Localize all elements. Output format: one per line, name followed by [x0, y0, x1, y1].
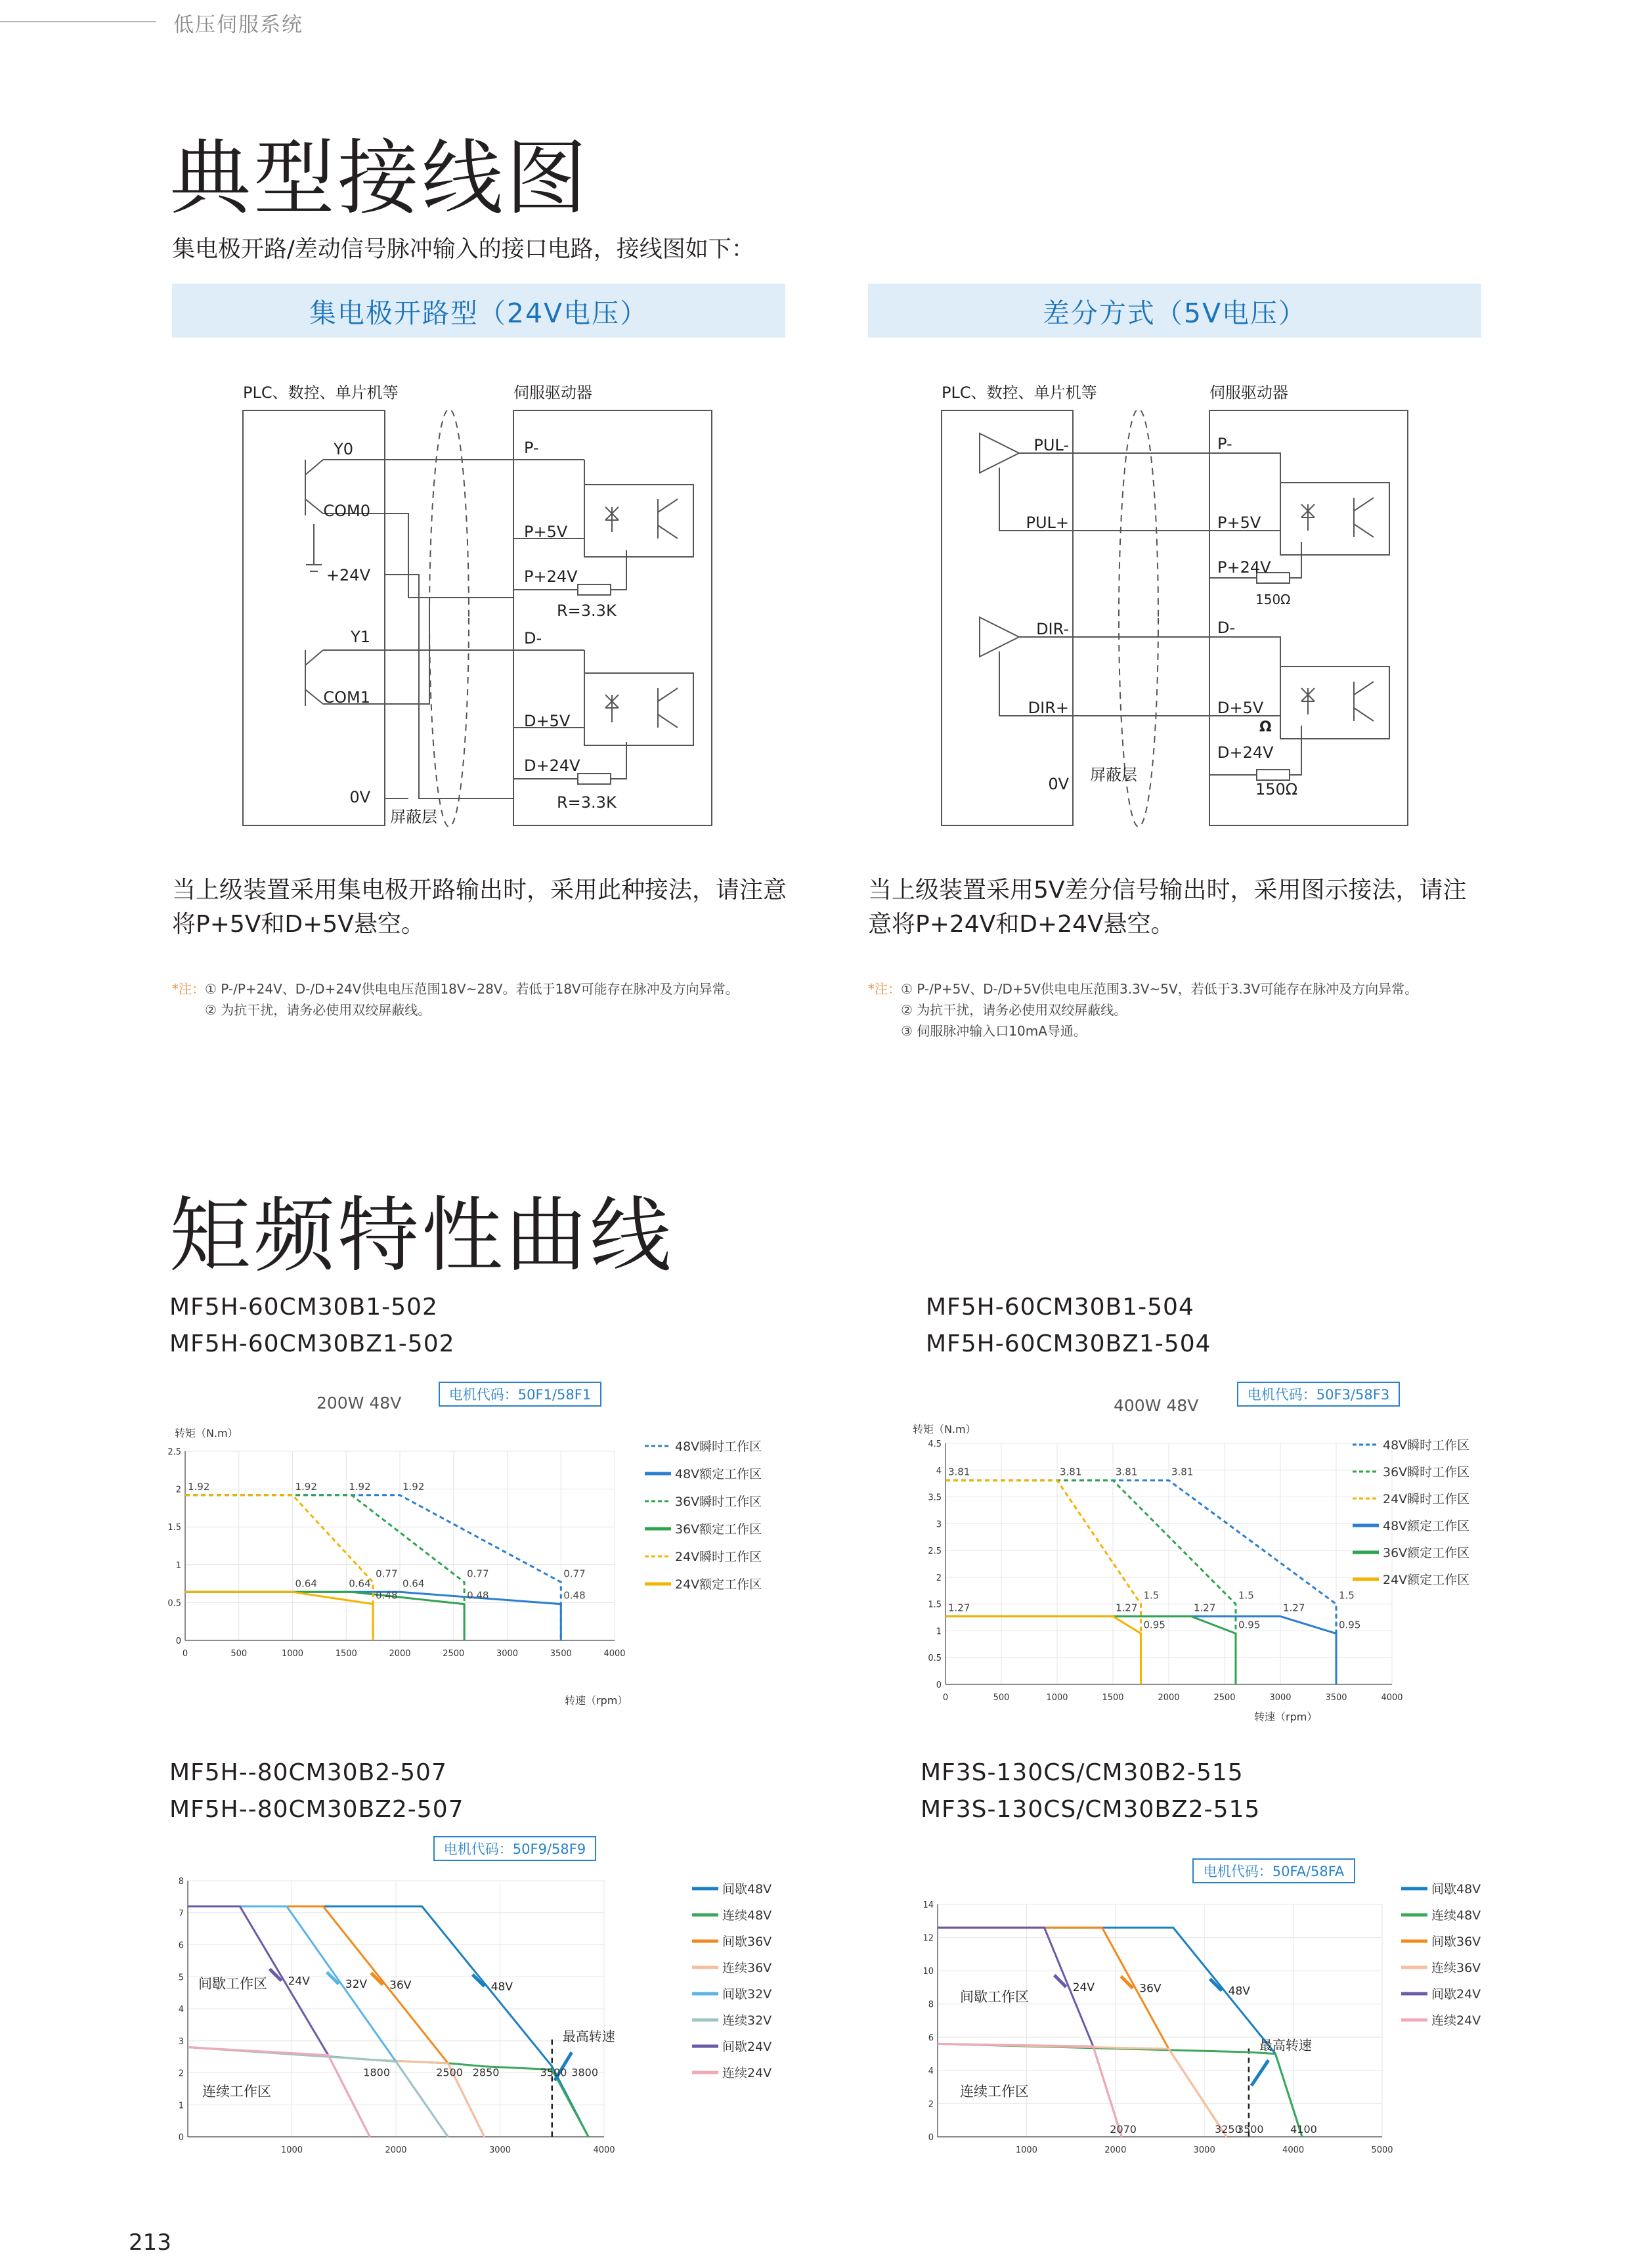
chart3-models: [169, 1755, 464, 1828]
left-notes: [172, 978, 789, 1020]
chart1-model-b: MF5H-60CM30BZ1-502: [169, 1330, 455, 1357]
x-tick-label: 500: [993, 1693, 1010, 1703]
legend-label: 间歇48V: [1431, 1882, 1481, 1896]
data-label: 0.77: [467, 1567, 489, 1580]
y-tick-label: 3.5: [928, 1493, 942, 1503]
y-tick-label: 1: [175, 1560, 181, 1571]
note-3: ③ 伺服脉冲输入口10mA导通。: [901, 1023, 1087, 1039]
y-tick-label: 4.5: [928, 1439, 942, 1449]
data-label: 0.48: [467, 1589, 489, 1602]
legend-label: 连续36V: [1431, 1961, 1481, 1975]
legend-label: 36V瞬时工作区: [675, 1495, 762, 1509]
pin-PUL-: PUL-: [1033, 436, 1069, 454]
chart2-model-b: MF5H-60CM30BZ1-504: [926, 1330, 1211, 1357]
chart4-model-a: MF3S-130CS/CM30B2-515: [921, 1759, 1244, 1786]
speed-label: 4100: [1290, 2123, 1317, 2136]
note-mark: *注：: [868, 981, 901, 997]
zone-intermittent: 间歇工作区: [198, 1976, 267, 1992]
pin-Y0: Y0: [334, 440, 353, 458]
y-tick-label: 6: [928, 2033, 934, 2044]
chart2-power: 400W 48V: [1114, 1396, 1199, 1415]
data-label: 1.27: [1283, 1602, 1305, 1614]
legend-label: 48V瞬时工作区: [1383, 1438, 1470, 1453]
pin-COM1: COM1: [323, 688, 370, 707]
voltage-label: 32V: [345, 1978, 368, 1992]
y-tick-label: 5: [178, 1973, 184, 1983]
data-label: 0.48: [563, 1589, 586, 1602]
y-tick-label: 2: [175, 1485, 181, 1495]
legend-label: 48V瞬时工作区: [675, 1439, 762, 1454]
voltage-label: 36V: [1139, 1982, 1162, 1996]
right-controller-label: PLC、数控、单片机等: [942, 383, 1097, 402]
legend-label: 间歇48V: [722, 1882, 772, 1896]
y-tick-label: 8: [178, 1877, 184, 1887]
y-tick-label: 0: [178, 2133, 184, 2143]
chart4-motor-code: 电机代码：50FA/58FA: [1192, 1858, 1355, 1883]
data-label: 1.92: [188, 1480, 210, 1493]
y-axis-label: 转矩（N.m）: [913, 1423, 976, 1435]
header-rule: [0, 21, 156, 22]
y-tick-label: 3: [936, 1520, 942, 1530]
pin-P-: P-: [524, 439, 539, 457]
pin-0V: 0V: [349, 788, 370, 806]
data-label: 1.5: [1238, 1589, 1254, 1602]
y-tick-label: 3: [178, 2036, 184, 2047]
left-diagram-tab: 集电极开路型（24V电压）: [172, 284, 785, 338]
x-tick-label: 3000: [496, 1649, 519, 1659]
x-axis-label: 转速（rpm）: [1254, 1711, 1318, 1723]
legend-label: 连续32V: [722, 2013, 772, 2028]
header-section: 低压伺服系统: [173, 13, 303, 37]
x-tick-label: 4000: [593, 2145, 615, 2155]
y-tick-label: 4: [936, 1466, 942, 1476]
wiring-title: 典型接线图: [169, 131, 590, 226]
note-1: ① P-/P+24V、D-/D+24V供电电压范围18V~28V。若低于18V可能存在脉冲及方向异常。: [205, 981, 739, 997]
x-tick-label: 1500: [1102, 1693, 1124, 1703]
legend-label: 连续24V: [722, 2066, 772, 2080]
chart1-power: 200W 48V: [316, 1393, 402, 1413]
chart4-model-b: MF3S-130CS/CM30BZ2-515: [921, 1796, 1261, 1823]
shield-label: 屏蔽层: [390, 808, 437, 826]
y-tick-label: 0: [936, 1680, 942, 1690]
pin-DIR+: DIR+: [1028, 699, 1069, 717]
resistor-label-2: R=3.3K: [557, 793, 617, 812]
y-tick-label: 6: [178, 1940, 184, 1951]
legend-label: 间歇24V: [722, 2040, 772, 2054]
y-tick-label: 2: [936, 1573, 942, 1583]
y-tick-label: 0: [175, 1636, 181, 1646]
y-axis-label: 转矩（N.m）: [175, 1427, 238, 1439]
data-label: 1.92: [402, 1480, 425, 1493]
wiring-intro: 集电极开路/差动信号脉冲输入的接口电路，接线图如下：: [172, 236, 754, 263]
x-tick-label: 0: [182, 1649, 188, 1659]
chart1-model-a: MF5H-60CM30B1-502: [169, 1294, 438, 1321]
legend-label: 间歇36V: [722, 1935, 772, 1949]
zone-intermittent: 间歇工作区: [960, 1989, 1029, 2005]
voltage-label: 48V: [1228, 1984, 1250, 1998]
controller-box: [942, 410, 1073, 825]
data-label: 1.27: [948, 1602, 970, 1614]
legend-label: 24V瞬时工作区: [1383, 1492, 1470, 1506]
x-tick-label: 4000: [603, 1649, 626, 1659]
pin-24V: +24V: [326, 566, 370, 584]
y-tick-label: 0: [928, 2133, 934, 2143]
driver-box: [1209, 410, 1408, 825]
speed-label: 3250: [1215, 2123, 1242, 2136]
data-label: 1.27: [1116, 1602, 1138, 1614]
chart2-models: [926, 1289, 1211, 1363]
plot-area: [938, 1904, 1382, 2137]
x-tick-label: 1000: [280, 2145, 303, 2155]
x-tick-label: 2000: [389, 1649, 411, 1659]
data-label: 3.81: [1116, 1466, 1138, 1478]
pin-PUL+: PUL+: [1026, 514, 1069, 532]
pin-P24V: P+24V: [524, 567, 578, 586]
note-1: ① P-/P+5V、D-/D+5V供电电压范围3.3V~5V，若低于3.3V可能存在脉冲及方向异常。: [901, 981, 1418, 997]
left-controller-label: PLC、数控、单片机等: [243, 383, 399, 402]
zone-continuous: 连续工作区: [960, 2084, 1029, 2099]
x-tick-label: 2000: [385, 2145, 407, 2155]
max-speed-label: 最高转速: [562, 2028, 615, 2044]
y-tick-label: 2.5: [167, 1447, 181, 1457]
pin-COM0: COM0: [323, 502, 370, 520]
data-label: 3.81: [1060, 1466, 1082, 1478]
y-tick-label: 1.5: [928, 1600, 942, 1610]
y-tick-label: 4: [178, 2005, 184, 2015]
legend-label: 间歇32V: [722, 1987, 772, 2002]
legend-label: 连续48V: [1431, 1908, 1481, 1923]
speed-label: 2850: [472, 2066, 500, 2079]
legend-label: 24V额定工作区: [675, 1577, 762, 1592]
shield-label: 屏蔽层: [1090, 766, 1137, 784]
pin-D-: D-: [1217, 619, 1236, 637]
data-label: 0.77: [376, 1567, 398, 1580]
legend-label: 间歇36V: [1431, 1935, 1481, 1949]
data-label: 0.77: [563, 1567, 586, 1580]
differential-diagram: [868, 368, 1481, 841]
x-tick-label: 3000: [1269, 1693, 1292, 1703]
legend-label: 连续48V: [722, 1908, 772, 1923]
y-tick-label: 8: [928, 2000, 934, 2010]
data-label: 0.95: [1143, 1619, 1165, 1631]
data-label: 3.81: [948, 1466, 970, 1478]
x-tick-label: 2000: [1158, 1693, 1180, 1703]
y-tick-label: 2: [928, 2099, 934, 2110]
voltage-label: 48V: [490, 1980, 513, 1994]
y-tick-label: 4: [928, 2066, 934, 2076]
y-tick-label: 10: [923, 1967, 934, 1977]
note-2: ② 为抗干扰，请务必使用双绞屏蔽线。: [901, 1002, 1127, 1018]
speed-label: 2500: [436, 2066, 463, 2079]
x-tick-label: 2500: [443, 1649, 465, 1659]
right-description: 当上级装置采用5V差分信号输出时，采用图示接法，请注意将P+24V和D+24V悬空。: [868, 877, 1467, 938]
legend-label: 48V额定工作区: [675, 1467, 762, 1481]
x-tick-label: 3000: [1193, 2145, 1215, 2155]
chart4-models: [921, 1755, 1260, 1828]
x-tick-label: 0: [942, 1693, 949, 1703]
y-tick-label: 7: [178, 1908, 184, 1919]
x-tick-label: 1000: [1046, 1693, 1068, 1703]
controller-box: [243, 410, 385, 825]
right-notes: [868, 978, 1485, 1041]
chart3-model-b: MF5H--80CM30BZ2-507: [169, 1796, 464, 1823]
pin-D-: D-: [524, 629, 542, 647]
shield-cable: [1119, 409, 1158, 827]
voltage-label: 36V: [389, 1979, 412, 1992]
legend-label: 36V瞬时工作区: [1383, 1465, 1470, 1479]
legend-label: 间歇24V: [1431, 1987, 1481, 2002]
left-description: 当上级装置采用集电极开路输出时，采用此种接法，请注意将P+5V和D+5V悬空。: [172, 877, 787, 938]
chart2-motor-code: 电机代码：50F3/58F3: [1237, 1382, 1400, 1407]
data-label: 0.64: [402, 1577, 425, 1590]
x-tick-label: 4000: [1282, 2145, 1305, 2155]
left-driver-label: 伺服驱动器: [513, 383, 592, 402]
y-tick-label: 1: [936, 1627, 942, 1637]
speed-label: 3500: [1236, 2123, 1264, 2136]
voltage-label: 24V: [1072, 1981, 1095, 1994]
pin-P5V: P+5V: [524, 523, 568, 541]
data-label: 3.81: [1171, 1466, 1194, 1478]
speed-label: 2070: [1110, 2123, 1137, 2136]
chart2-model-a: MF5H-60CM30B1-504: [926, 1294, 1194, 1321]
y-tick-label: 2.5: [928, 1546, 942, 1557]
x-tick-label: 5000: [1371, 2145, 1393, 2155]
pin-P24V: P+24V: [1217, 558, 1271, 577]
y-tick-label: 14: [923, 1900, 934, 1910]
pin-0V: 0V: [1048, 775, 1069, 793]
legend-label: 36V额定工作区: [675, 1522, 762, 1537]
resistor-label-1: 150Ω: [1255, 592, 1291, 607]
data-label: 1.92: [349, 1480, 371, 1493]
y-tick-label: 2: [178, 2069, 184, 2079]
data-label: 1.27: [1194, 1602, 1216, 1614]
shield-cable: [429, 409, 469, 827]
note-2: ② 为抗干扰，请务必使用双绞屏蔽线。: [205, 1002, 431, 1018]
legend-label: 36V额定工作区: [1383, 1546, 1470, 1560]
resistor-label-1: R=3.3K: [557, 602, 617, 620]
x-tick-label: 500: [230, 1649, 248, 1659]
omega-label: Ω: [1259, 719, 1272, 735]
data-label: 1.5: [1143, 1589, 1160, 1602]
torque-chart-130cs: [913, 1865, 1648, 2167]
right-diagram-tab: 差分方式（5V电压）: [868, 284, 1481, 338]
pin-D24V: D+24V: [1217, 743, 1274, 762]
zone-continuous: 连续工作区: [202, 2084, 271, 2099]
legend-label: 48V额定工作区: [1383, 1519, 1470, 1533]
x-tick-label: 1000: [281, 1649, 304, 1659]
max-speed-label: 最高转速: [1259, 2037, 1312, 2053]
chart1-models: [169, 1289, 455, 1363]
x-tick-label: 1000: [1015, 2145, 1037, 2155]
speed-label: 1800: [363, 2066, 391, 2079]
data-label: 0.48: [376, 1589, 398, 1602]
data-label: 1.5: [1339, 1589, 1355, 1602]
speed-label: 3800: [571, 2066, 599, 2079]
open-collector-diagram: [172, 368, 785, 841]
legend-label: 24V额定工作区: [1383, 1573, 1470, 1587]
legend-label: 连续36V: [722, 1961, 772, 1975]
torque-chart-200w: [164, 1405, 913, 1727]
pin-P-: P-: [1217, 435, 1232, 453]
pin-D5V: D+5V: [1217, 699, 1264, 717]
chart1-motor-code: 电机代码：50F1/58F1: [439, 1382, 601, 1407]
torque-title: 矩频特性曲线: [169, 1189, 674, 1283]
y-tick-label: 0.5: [167, 1598, 181, 1609]
x-tick-label: 3000: [489, 2145, 511, 2155]
data-label: 0.95: [1238, 1619, 1261, 1631]
torque-chart-400w: [913, 1405, 1648, 1734]
x-axis-label: 转速（rpm）: [565, 1694, 628, 1707]
legend-label: 连续24V: [1431, 2013, 1481, 2028]
x-tick-label: 4000: [1381, 1693, 1403, 1703]
x-tick-label: 3500: [1325, 1693, 1347, 1703]
data-label: 0.95: [1339, 1619, 1361, 1631]
data-label: 1.92: [295, 1480, 317, 1493]
chart3-motor-code: 电机代码：50F9/58F9: [433, 1836, 596, 1861]
torque-chart-80cm: [158, 1865, 919, 2167]
page-number: 213: [129, 2229, 171, 2256]
x-tick-label: 3500: [550, 1649, 572, 1659]
y-tick-label: 12: [923, 1933, 934, 1944]
pin-DIR-: DIR-: [1036, 620, 1069, 638]
right-driver-label: 伺服驱动器: [1209, 383, 1288, 402]
pin-Y1: Y1: [351, 628, 370, 646]
x-tick-label: 2500: [1213, 1693, 1236, 1703]
y-tick-label: 1: [178, 2101, 184, 2111]
x-tick-label: 2000: [1104, 2145, 1127, 2155]
voltage-label: 24V: [288, 1975, 310, 1988]
legend-label: 24V瞬时工作区: [675, 1550, 762, 1564]
x-tick-label: 1500: [335, 1649, 357, 1659]
data-label: 0.64: [295, 1577, 317, 1590]
pin-P5V: P+5V: [1217, 514, 1261, 532]
pin-D24V: D+24V: [524, 756, 580, 775]
note-mark: *注：: [172, 981, 205, 997]
speed-label: 3500: [540, 2066, 567, 2079]
y-tick-label: 1.5: [167, 1523, 181, 1533]
pin-D5V: D+5V: [524, 712, 571, 730]
resistor-label-2: 150Ω: [1255, 780, 1298, 799]
y-tick-label: 0.5: [928, 1654, 942, 1664]
chart3-model-a: MF5H--80CM30B2-507: [169, 1759, 447, 1786]
data-label: 0.64: [349, 1577, 371, 1590]
